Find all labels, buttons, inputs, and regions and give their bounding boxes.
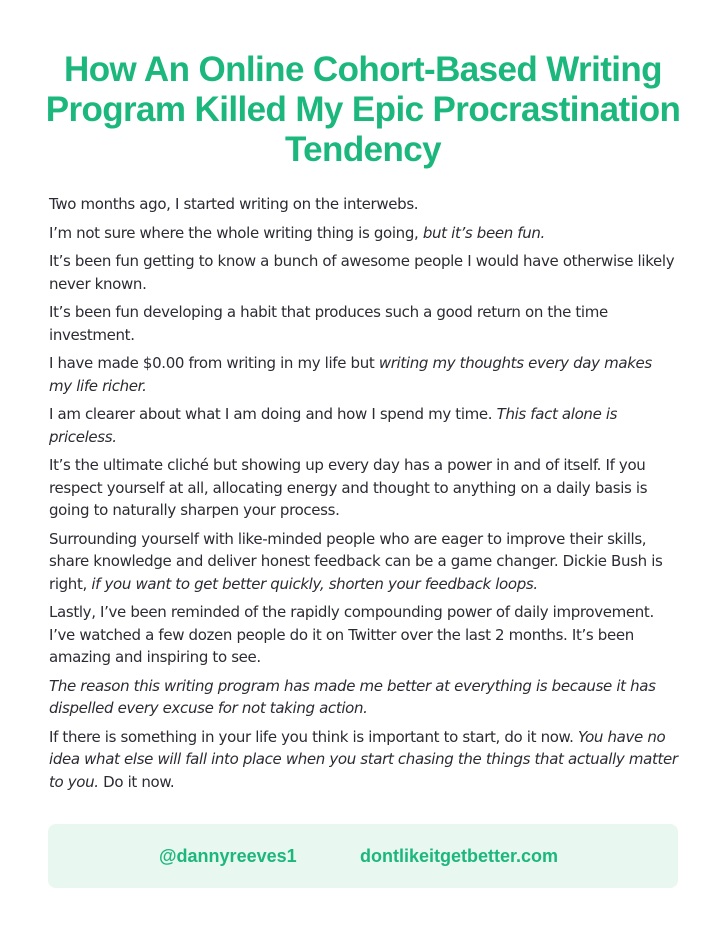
paragraph-text: I am clearer about what I am doing and how I spend my time.	[49, 405, 497, 423]
article-body	[49, 193, 679, 799]
footer-banner	[48, 824, 678, 888]
paragraph-emphasis: This fact alone is priceless.	[49, 405, 618, 446]
paragraph-text: It’s been fun developing a habit that produces such a good return on the time investment.	[49, 303, 608, 344]
paragraph	[49, 193, 679, 216]
paragraph	[49, 301, 679, 346]
paragraph-text: Surrounding yourself with like-minded people who are eager to improve their skills, share knowledge and deliver honest feedback can be a game changer. Dickie Bush is right,	[49, 529, 663, 593]
paragraph	[49, 222, 679, 245]
paragraph	[49, 675, 679, 720]
paragraph-emphasis: You have no idea what else will fall into place when you start chasing the things that actually matter to you.	[49, 727, 678, 791]
paragraph-emphasis: The reason this writing program has made me better at everything is because it has dispelled every excuse for not taking action.	[49, 676, 656, 717]
paragraph	[49, 250, 679, 295]
paragraph-emphasis: writing my thoughts every day makes my life richer.	[49, 354, 652, 395]
website-link[interactable]: dontlikeitgetbetter.com	[360, 846, 559, 866]
paragraph	[49, 403, 679, 448]
paragraph-text: Do it now.	[98, 772, 175, 791]
paragraph-emphasis: but it’s been fun.	[422, 223, 545, 242]
paragraph-text: Lastly, I’ve been reminded of the rapidly compounding power of daily improvement. I’ve watched a few dozen people do it on Twitter over the last 2 months. It’s been amazing and inspiring to see.	[49, 603, 654, 666]
paragraph	[49, 528, 679, 596]
paragraph-text: It’s been fun getting to know a bunch of awesome people I would have otherwise likely never known.	[49, 252, 675, 293]
paragraph	[49, 601, 679, 669]
paragraph-text: If there is something in your life you think is important to start, do it now.	[49, 727, 578, 746]
twitter-handle-link[interactable]: @dannyreeves1	[159, 846, 297, 866]
paragraph-text: Two months ago, I started writing on the interwebs.	[49, 195, 419, 213]
page-title: How An Online Cohort-Based Writing Program Killed My Epic Procrastination Tendency	[45, 50, 681, 169]
paragraph-text: It’s the ultimate cliché but showing up every day has a power in and of itself. If you respect yourself at all, allocating energy and thought to anything on a daily basis is going to naturally sharpen your process.	[49, 456, 648, 519]
paragraph-emphasis: if you want to get better quickly, shorten your feedback loops.	[91, 574, 538, 593]
paragraph	[49, 352, 679, 397]
paragraph-text: I’m not sure where the whole writing thing is going,	[49, 223, 423, 242]
paragraph-text: I have made $0.00 from writing in my life but	[49, 354, 379, 372]
paragraph	[49, 726, 679, 794]
paragraph	[49, 454, 679, 522]
